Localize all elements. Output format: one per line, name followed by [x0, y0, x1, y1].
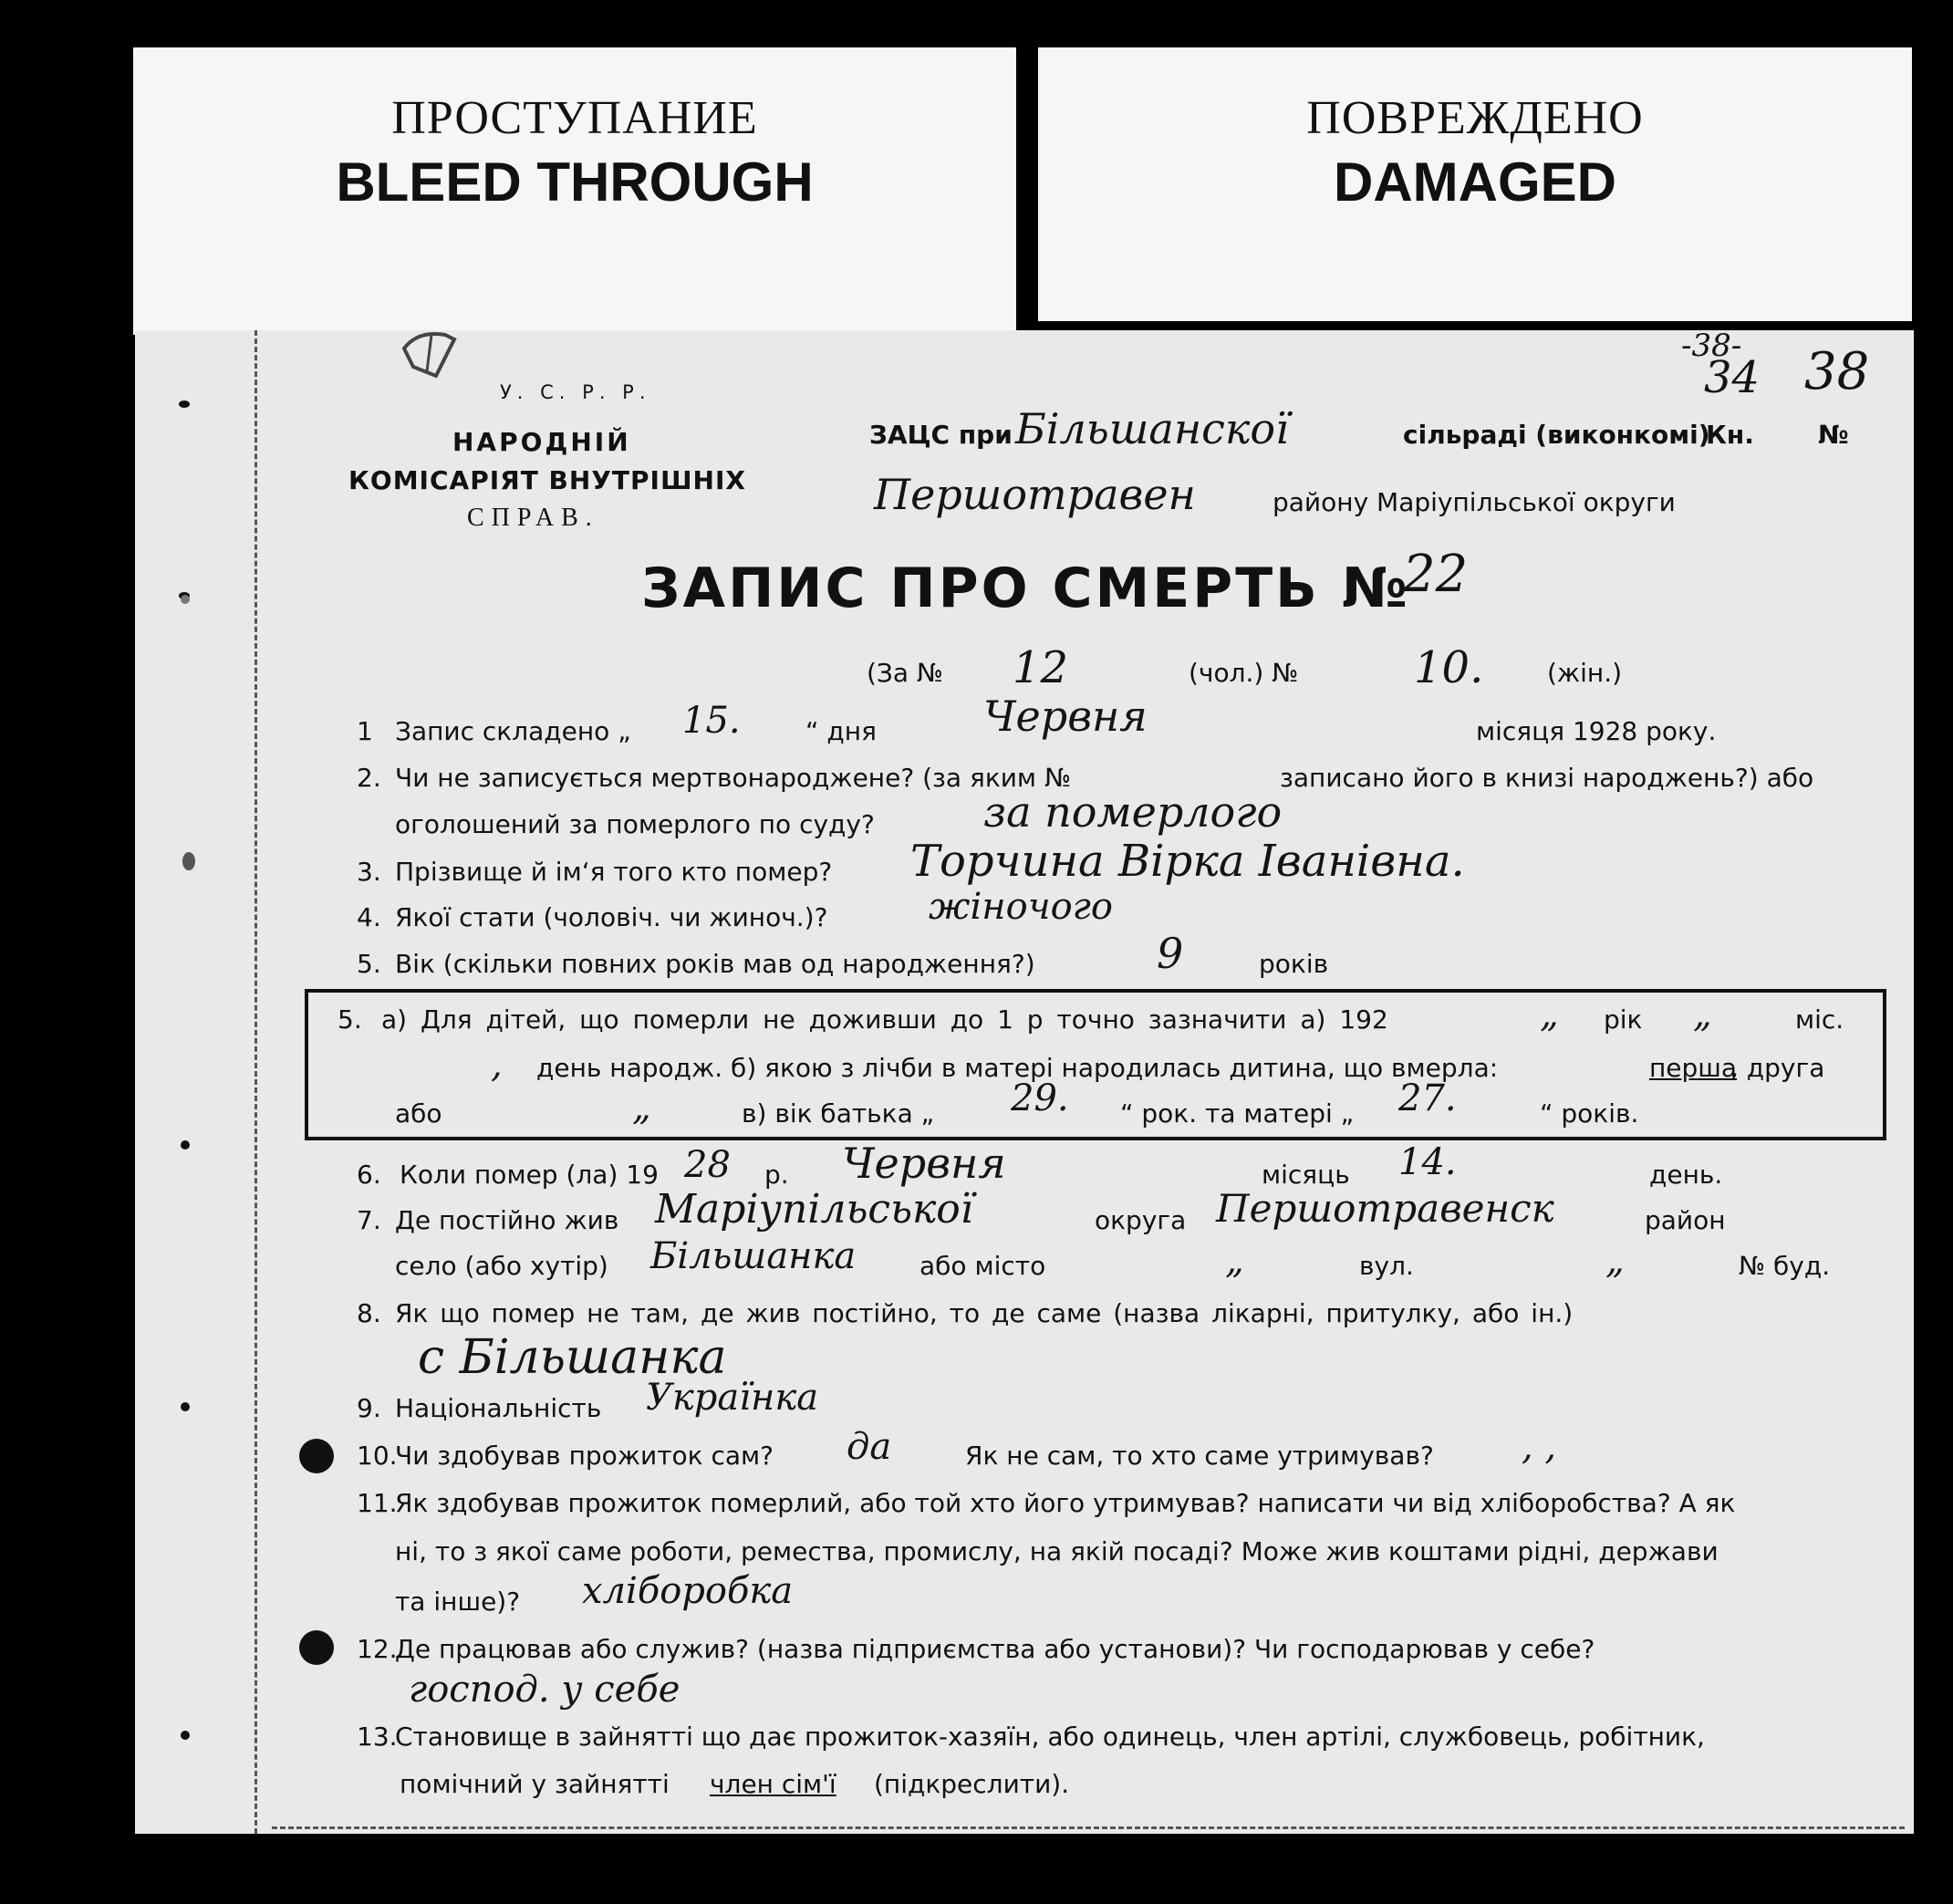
- damaged-label: [1038, 47, 1912, 321]
- stamp-scribble-icon: [390, 330, 482, 385]
- row-13-text-b: помічний у зайнятті: [400, 1769, 670, 1799]
- row-2-answer: за померлого: [983, 787, 1283, 837]
- row-7-text-c: район: [1645, 1205, 1726, 1235]
- row-1-text-c: місяця 1928 року.: [1476, 716, 1717, 746]
- row-2-text-c: оголошений за померлого по суду?: [395, 809, 875, 839]
- row-7-village: Більшанка: [650, 1235, 857, 1277]
- row-7-text-f: вул.: [1359, 1251, 1414, 1281]
- punch-hole: [299, 1439, 334, 1473]
- row-7-raion: Першотравенск: [1216, 1186, 1554, 1231]
- row-3-number: 3.: [357, 857, 381, 887]
- row-5a-birth-order-value: „: [632, 1087, 651, 1129]
- row-12-text: Де працював або служив? (назва підприємства або установи)? Чи господарював у себе?: [395, 1634, 1595, 1664]
- row-5a-year-value: „: [1540, 994, 1559, 1035]
- row-5-text-b: років: [1259, 949, 1329, 979]
- row-5a-father-age: 29.: [1011, 1077, 1069, 1119]
- za-label: (За №: [867, 658, 944, 688]
- row-3-text: Прізвище й ім‘я того кто помер?: [395, 857, 833, 887]
- row-11-text-c: та інше)?: [395, 1587, 521, 1617]
- row-13-number: 13.: [357, 1722, 398, 1752]
- row-12-answer: господ. у себе: [409, 1669, 680, 1711]
- corner-number-1: -38-: [1681, 330, 1742, 364]
- death-record-sheet: [135, 330, 1914, 1834]
- margin-mark: [182, 852, 195, 870]
- row-11-number: 11.: [357, 1488, 398, 1518]
- row-1-number: 1: [357, 716, 373, 746]
- row-6-text-a: Коли помер (ла) 19: [400, 1160, 659, 1190]
- damaged-en: DAMAGED: [1334, 151, 1616, 213]
- row-3-name: Торчина Вірка Іванівна.: [910, 836, 1465, 887]
- bleed-through-label: [133, 47, 1016, 335]
- row-7-text-e: або місто: [919, 1251, 1046, 1281]
- row-10-text-b: Як не сам, то хто саме утримував?: [965, 1441, 1434, 1471]
- punch-hole: [299, 1630, 334, 1665]
- zags-prefix: ЗАЦС при: [869, 420, 1013, 450]
- usrr-label: У. С. Р. Р.: [500, 381, 651, 403]
- ministry-line-1: НАРОДНІЙ: [452, 427, 631, 457]
- row-5a-line-2-end: , друга: [1730, 1053, 1825, 1083]
- row-5a-year-label: рік: [1604, 1004, 1643, 1035]
- row-5a-line-2: день народж. б) якою з лічби в матері народилась дитина, що вмерла:: [536, 1053, 1499, 1083]
- row-7-number: 7.: [357, 1205, 381, 1235]
- row-7-text-g: № буд.: [1739, 1251, 1831, 1281]
- male-label: (чол.) №: [1189, 658, 1299, 688]
- row-13-text-c: (підкреслити).: [874, 1769, 1070, 1799]
- row-7-street: „: [1605, 1240, 1625, 1282]
- row-5a-month-value: „: [1693, 994, 1712, 1035]
- row-6-number: 6.: [357, 1160, 381, 1190]
- row-5a-line-3-b: в) вік батька „: [742, 1098, 935, 1129]
- row-10-answer-2: , ,: [1522, 1426, 1557, 1468]
- row-5a-line-1: а) Для дітей, що померли не доживши до 1 р точно зазначити а) 192: [381, 1004, 1388, 1035]
- male-count: 12: [1013, 642, 1069, 693]
- row-5-age: 9: [1157, 929, 1184, 978]
- margin-mark: [181, 1731, 190, 1740]
- row-6-text-b: р.: [764, 1160, 789, 1190]
- book-number-label: №: [1818, 420, 1849, 450]
- margin-mark: [179, 401, 190, 408]
- document-title: ЗАПИС ПРО СМЕРТЬ №: [641, 557, 1410, 620]
- row-8-place: с Більшанка: [418, 1330, 727, 1385]
- row-7-text-a: Де постійно жив: [395, 1205, 619, 1235]
- row-5a-line-3-d: “ років.: [1540, 1098, 1639, 1129]
- row-9-nationality: Українка: [646, 1377, 819, 1419]
- row-2-text-b: записано його в книзі народжень?) або: [1280, 763, 1814, 793]
- perforation-line: [255, 330, 257, 1834]
- row-6-text-d: день.: [1649, 1160, 1723, 1190]
- corner-number-3: 38: [1804, 342, 1870, 401]
- row-5-number: 5.: [357, 949, 381, 979]
- row-10-answer: да: [847, 1426, 892, 1468]
- bleed-through-en: BLEED THROUGH: [336, 151, 814, 213]
- row-7-city: „: [1225, 1240, 1244, 1282]
- raion-text: району Маріупільської округи: [1273, 487, 1676, 517]
- margin-mark: [181, 1402, 190, 1411]
- row-1-text-b: “ дня: [805, 716, 877, 746]
- row-2-number: 2.: [357, 763, 381, 793]
- row-6-year: 28: [684, 1144, 731, 1186]
- row-5a-mother-age: 27.: [1398, 1077, 1457, 1119]
- raion-handwritten: Першотравен: [874, 470, 1196, 519]
- row-1-day: 15.: [682, 700, 741, 742]
- record-number: 22: [1403, 545, 1469, 604]
- row-10-number: 10.: [357, 1441, 398, 1471]
- row-9-text: Національність: [395, 1393, 602, 1423]
- row-8-number: 8.: [357, 1298, 381, 1328]
- corner-number-2: 34: [1704, 352, 1761, 403]
- row-5a-line-3-a: або: [395, 1098, 442, 1129]
- row-11-answer: хліборобка: [582, 1570, 794, 1612]
- row-5a-number: 5.: [338, 1004, 362, 1035]
- bottom-perforation: [272, 1826, 1905, 1829]
- row-7-text-b: округа: [1095, 1205, 1187, 1235]
- row-1-text-a: Запис складено „: [395, 716, 631, 746]
- row-9-number: 9.: [357, 1393, 381, 1423]
- damaged-ru: ПОВРЕЖДЕНО: [1306, 92, 1644, 144]
- row-5a-first-underlined: перша: [1649, 1053, 1738, 1083]
- ministry-line-2: КОМІСАРІЯТ ВНУТРІШНІХ: [348, 465, 746, 495]
- row-8-text: Як що помер не там, де жив постійно, то де саме (назва лікарні, притулку, або ін.): [395, 1298, 1574, 1328]
- row-6-text-c: місяць: [1262, 1160, 1350, 1190]
- row-4-text: Якої стати (чоловіч. чи жиноч.)?: [395, 902, 828, 932]
- female-count: 10.: [1414, 642, 1484, 693]
- row-4-number: 4.: [357, 902, 381, 932]
- row-10-text-a: Чи здобував прожиток сам?: [395, 1441, 774, 1471]
- row-5a-line-3-c: “ рок. та матері „: [1120, 1098, 1355, 1129]
- zags-suffix: сільраді (виконкомі): [1403, 420, 1710, 450]
- row-6-day: 14.: [1398, 1141, 1457, 1183]
- row-7-okrug: Маріупільської: [655, 1186, 973, 1233]
- ministry-line-3: СПРАВ.: [467, 504, 599, 532]
- row-13-text-a: Становище в зайнятті що дає прожиток-хазяїн, або одинець, член артілі, службовець, робітник,: [395, 1722, 1705, 1752]
- female-label: (жін.): [1547, 658, 1623, 688]
- book-label: Кн.: [1706, 420, 1754, 450]
- row-11-text-b: ні, то з якої саме роботи, ремества, промислу, на якій посаді? Може жив коштами рідні, держави: [395, 1536, 1719, 1566]
- row-13-underlined: член сім'ї: [710, 1769, 836, 1799]
- row-7-text-d: село (або хутір): [395, 1251, 608, 1281]
- row-12-number: 12.: [357, 1634, 398, 1664]
- row-1-month: Червня: [983, 692, 1148, 741]
- bleed-through-ru: ПРОСТУПАНИЕ: [391, 92, 758, 144]
- row-5a-day-value: ,: [491, 1044, 503, 1086]
- row-2-text-a: Чи не записується мертвонароджене? (за яким №: [395, 763, 1072, 793]
- row-5a-month-label: міс.: [1795, 1004, 1844, 1035]
- row-6-month: Червня: [842, 1139, 1006, 1188]
- margin-mark: [181, 1140, 190, 1150]
- zags-village: Бiльшанскої: [1015, 404, 1289, 453]
- margin-mark: [181, 595, 190, 604]
- row-11-text-a: Як здобував прожиток померлий, або той хто його утримував? написати чи від хліборобства? А як: [395, 1488, 1736, 1518]
- row-4-sex: жіночого: [929, 886, 1113, 928]
- row-5-text-a: Вік (скільки повних років мав од народження?): [395, 949, 1035, 979]
